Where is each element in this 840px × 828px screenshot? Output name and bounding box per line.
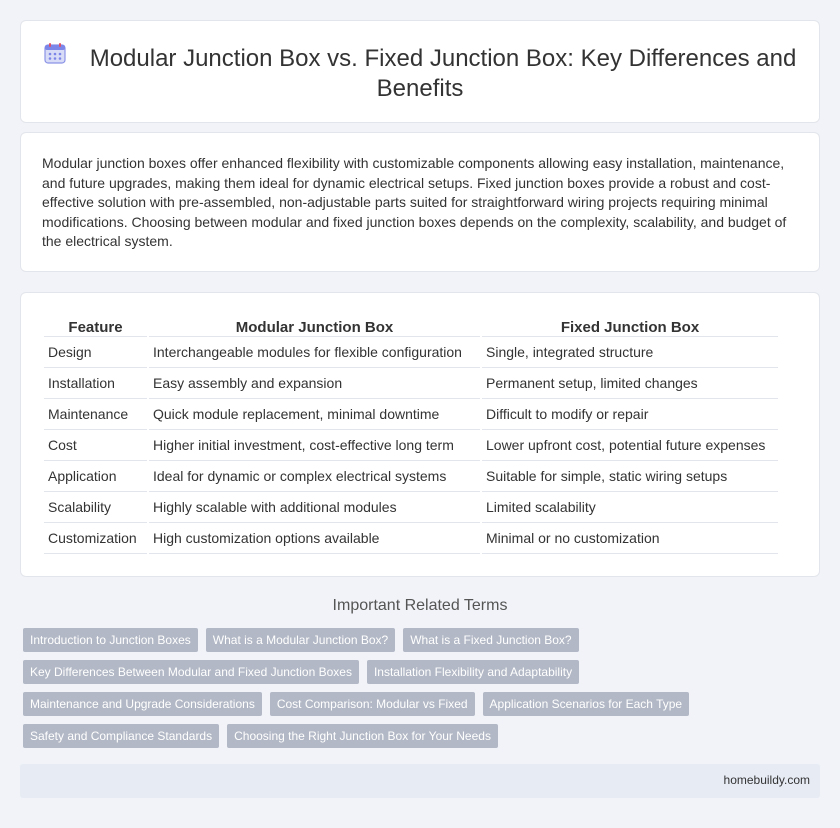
cell-feature: Cost — [44, 430, 147, 461]
table-row — [44, 430, 778, 461]
cell-feature: Customization — [44, 523, 147, 554]
table-row — [44, 337, 778, 368]
cell-fixed: Lower upfront cost, potential future expenses — [482, 430, 778, 461]
table-row — [44, 399, 778, 430]
footer — [20, 764, 820, 798]
page-title: Modular Junction Box vs. Fixed Junction Box: Key Differences and Benefits — [89, 45, 797, 102]
related-term-tag[interactable]: Choosing the Right Junction Box for Your Needs — [227, 724, 498, 748]
header-fixed: Fixed Junction Box — [482, 315, 778, 337]
related-term-tag[interactable]: Maintenance and Upgrade Considerations — [23, 692, 262, 716]
cell-feature: Application — [44, 461, 147, 492]
page-title-wrap — [21, 44, 819, 104]
cell-fixed: Difficult to modify or repair — [482, 399, 778, 430]
related-terms-list — [23, 628, 803, 748]
cell-feature: Design — [44, 337, 147, 368]
cell-feature: Scalability — [44, 492, 147, 523]
header-feature: Feature — [44, 315, 147, 337]
related-term-tag[interactable]: Key Differences Between Modular and Fixed Junction Boxes — [23, 660, 359, 684]
related-term-tag[interactable]: Cost Comparison: Modular vs Fixed — [270, 692, 475, 716]
comparison-table — [42, 315, 780, 554]
cell-feature: Installation — [44, 368, 147, 399]
cell-fixed: Limited scalability — [482, 492, 778, 523]
related-term-tag[interactable]: Introduction to Junction Boxes — [23, 628, 198, 652]
related-term-tag[interactable]: What is a Modular Junction Box? — [206, 628, 395, 652]
cell-modular: Higher initial investment, cost-effective long term — [149, 430, 480, 461]
summary-card — [20, 132, 820, 272]
table-header-row — [44, 315, 778, 337]
header-modular: Modular Junction Box — [149, 315, 480, 337]
cell-fixed: Suitable for simple, static wiring setups — [482, 461, 778, 492]
table-row — [44, 523, 778, 554]
cell-modular: Ideal for dynamic or complex electrical systems — [149, 461, 480, 492]
cell-modular: Easy assembly and expansion — [149, 368, 480, 399]
calendar-icon — [44, 42, 66, 64]
table-row — [44, 461, 778, 492]
related-term-tag[interactable]: What is a Fixed Junction Box? — [403, 628, 578, 652]
cell-modular: Quick module replacement, minimal downtime — [149, 399, 480, 430]
cell-fixed: Minimal or no customization — [482, 523, 778, 554]
cell-modular: High customization options available — [149, 523, 480, 554]
header-card — [20, 20, 820, 123]
cell-feature: Maintenance — [44, 399, 147, 430]
summary-text: Modular junction boxes offer enhanced flexibility with customizable components allowing easy installation, maintenance, and future upgrades, making them ideal for dynamic electrical setups. Fixed junction boxes provide a robust and cost-effective solution with pre-assembled, non-adjustable parts suited for straightforward wiring projects requiring minimal modifications. Choosing between modular and fixed junction boxes depends on the complexity, scalability, and budget of the electrical system. — [42, 155, 787, 249]
table-row — [44, 492, 778, 523]
cell-fixed: Single, integrated structure — [482, 337, 778, 368]
related-terms-title: Important Related Terms — [332, 597, 508, 614]
related-term-tag[interactable]: Safety and Compliance Standards — [23, 724, 219, 748]
cell-modular: Interchangeable modules for flexible configuration — [149, 337, 480, 368]
cell-modular: Highly scalable with additional modules — [149, 492, 480, 523]
comparison-table-card — [20, 292, 820, 577]
table-row — [44, 368, 778, 399]
related-term-tag[interactable]: Application Scenarios for Each Type — [483, 692, 690, 716]
cell-fixed: Permanent setup, limited changes — [482, 368, 778, 399]
footer-site[interactable]: homebuildy.com — [723, 773, 810, 787]
related-term-tag[interactable]: Installation Flexibility and Adaptability — [367, 660, 579, 684]
